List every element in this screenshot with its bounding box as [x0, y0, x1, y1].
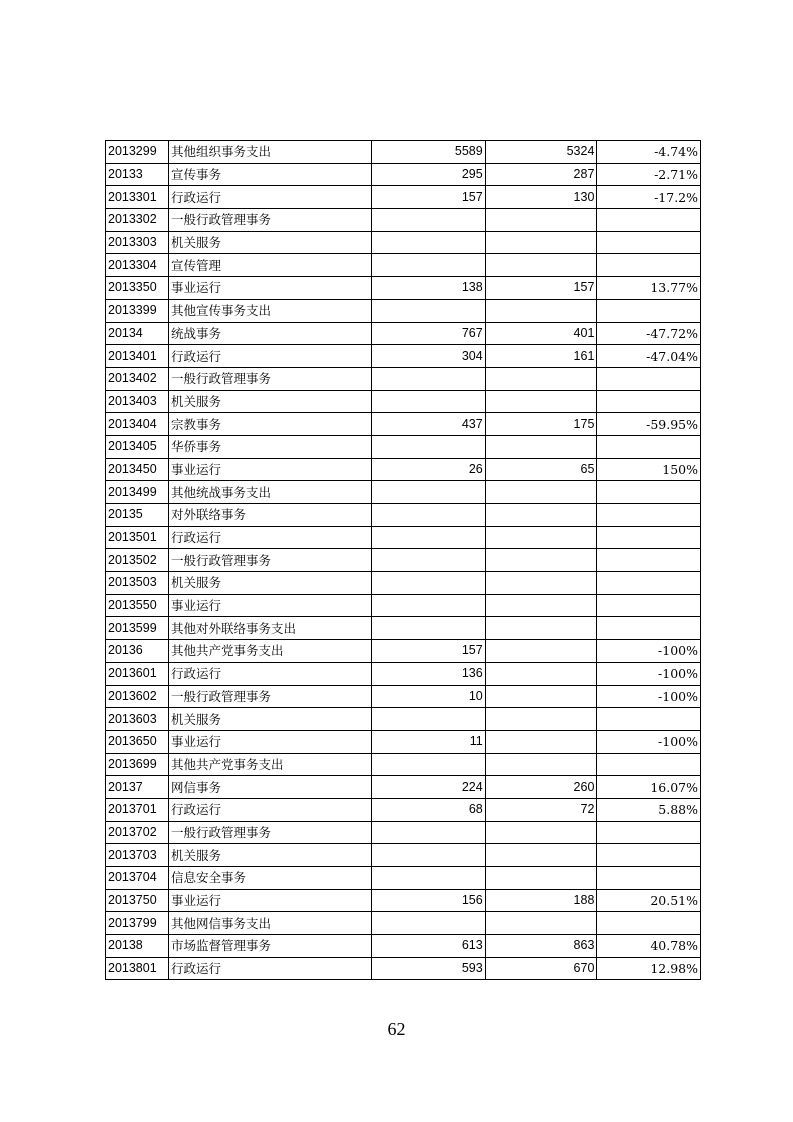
cell-value-1: 157	[372, 640, 486, 663]
cell-change-percent: -100%	[597, 640, 701, 663]
cell-value-2: 157	[485, 277, 597, 300]
table-row	[106, 345, 701, 368]
cell-code: 2013350	[106, 277, 169, 300]
cell-value-2	[485, 299, 597, 322]
cell-value-2: 863	[485, 935, 597, 958]
cell-name: 其他对外联络事务支出	[168, 617, 371, 640]
cell-value-1	[372, 504, 486, 527]
cell-change-percent	[597, 594, 701, 617]
cell-value-1: 138	[372, 277, 486, 300]
cell-name: 行政运行	[168, 798, 371, 821]
cell-value-1: 10	[372, 685, 486, 708]
cell-value-2	[485, 526, 597, 549]
cell-code: 2013299	[106, 141, 169, 164]
cell-name: 行政运行	[168, 526, 371, 549]
cell-name: 机关服务	[168, 572, 371, 595]
table-row	[106, 209, 701, 232]
cell-name: 事业运行	[168, 730, 371, 753]
cell-value-2: 65	[485, 458, 597, 481]
cell-value-2	[485, 708, 597, 731]
cell-name: 其他宣传事务支出	[168, 299, 371, 322]
cell-code: 2013303	[106, 231, 169, 254]
cell-change-percent	[597, 299, 701, 322]
cell-change-percent: -17.2%	[597, 186, 701, 209]
cell-change-percent	[597, 390, 701, 413]
cell-change-percent	[597, 708, 701, 731]
cell-value-2	[485, 481, 597, 504]
cell-value-2: 260	[485, 776, 597, 799]
cell-value-2: 130	[485, 186, 597, 209]
cell-code: 2013301	[106, 186, 169, 209]
cell-value-1	[372, 209, 486, 232]
cell-change-percent: -4.74%	[597, 141, 701, 164]
cell-name: 事业运行	[168, 594, 371, 617]
cell-name: 其他共产党事务支出	[168, 640, 371, 663]
cell-name: 事业运行	[168, 277, 371, 300]
table-row	[106, 844, 701, 867]
cell-value-1: 295	[372, 163, 486, 186]
cell-value-1: 767	[372, 322, 486, 345]
budget-table	[105, 140, 701, 980]
cell-change-percent: 5.88%	[597, 798, 701, 821]
cell-name: 对外联络事务	[168, 504, 371, 527]
cell-value-2: 175	[485, 413, 597, 436]
cell-value-2	[485, 821, 597, 844]
table-row	[106, 458, 701, 481]
cell-value-2	[485, 730, 597, 753]
cell-value-1	[372, 572, 486, 595]
cell-name: 一般行政管理事务	[168, 209, 371, 232]
cell-value-1	[372, 367, 486, 390]
cell-value-2: 161	[485, 345, 597, 368]
cell-code: 2013550	[106, 594, 169, 617]
cell-name: 华侨事务	[168, 435, 371, 458]
cell-value-1	[372, 481, 486, 504]
cell-code: 2013403	[106, 390, 169, 413]
page-number: 62	[387, 1019, 406, 1039]
cell-change-percent	[597, 617, 701, 640]
table-row	[106, 730, 701, 753]
cell-name: 事业运行	[168, 889, 371, 912]
table-row	[106, 367, 701, 390]
cell-code: 2013603	[106, 708, 169, 731]
cell-value-2	[485, 435, 597, 458]
cell-change-percent	[597, 254, 701, 277]
table-body	[106, 141, 701, 980]
cell-change-percent	[597, 572, 701, 595]
cell-code: 2013401	[106, 345, 169, 368]
cell-change-percent	[597, 481, 701, 504]
cell-code: 2013450	[106, 458, 169, 481]
cell-name: 市场监督管理事务	[168, 935, 371, 958]
table-row	[106, 753, 701, 776]
cell-value-1: 304	[372, 345, 486, 368]
table-row	[106, 413, 701, 436]
cell-name: 行政运行	[168, 662, 371, 685]
cell-value-2	[485, 231, 597, 254]
cell-code: 2013702	[106, 821, 169, 844]
cell-value-1	[372, 821, 486, 844]
cell-change-percent: -59.95%	[597, 413, 701, 436]
cell-change-percent: 40.78%	[597, 935, 701, 958]
cell-value-1	[372, 254, 486, 277]
cell-code: 2013599	[106, 617, 169, 640]
cell-code: 2013302	[106, 209, 169, 232]
cell-value-1: 157	[372, 186, 486, 209]
cell-code: 20135	[106, 504, 169, 527]
cell-name: 其他组织事务支出	[168, 141, 371, 164]
table-row	[106, 186, 701, 209]
table-row	[106, 957, 701, 980]
table-row	[106, 435, 701, 458]
cell-name: 一般行政管理事务	[168, 549, 371, 572]
cell-name: 统战事务	[168, 322, 371, 345]
table-row	[106, 481, 701, 504]
cell-name: 机关服务	[168, 390, 371, 413]
cell-value-2	[485, 504, 597, 527]
cell-value-2	[485, 912, 597, 935]
cell-value-2	[485, 640, 597, 663]
cell-code: 2013703	[106, 844, 169, 867]
table-row	[106, 708, 701, 731]
cell-value-1: 224	[372, 776, 486, 799]
cell-code: 2013399	[106, 299, 169, 322]
cell-change-percent: 12.98%	[597, 957, 701, 980]
cell-code: 20138	[106, 935, 169, 958]
cell-change-percent	[597, 231, 701, 254]
table-row	[106, 163, 701, 186]
cell-value-1	[372, 594, 486, 617]
table-row	[106, 141, 701, 164]
cell-change-percent: -47.04%	[597, 345, 701, 368]
cell-change-percent	[597, 526, 701, 549]
table-row	[106, 549, 701, 572]
cell-code: 2013601	[106, 662, 169, 685]
cell-code: 2013650	[106, 730, 169, 753]
table-row	[106, 889, 701, 912]
cell-value-1: 593	[372, 957, 486, 980]
table-row	[106, 231, 701, 254]
cell-change-percent	[597, 504, 701, 527]
cell-value-1	[372, 390, 486, 413]
cell-name: 一般行政管理事务	[168, 685, 371, 708]
cell-name: 事业运行	[168, 458, 371, 481]
cell-code: 2013704	[106, 867, 169, 890]
cell-code: 2013750	[106, 889, 169, 912]
cell-code: 2013799	[106, 912, 169, 935]
table-row	[106, 912, 701, 935]
cell-name: 其他网信事务支出	[168, 912, 371, 935]
cell-code: 2013699	[106, 753, 169, 776]
cell-name: 行政运行	[168, 345, 371, 368]
cell-value-2: 670	[485, 957, 597, 980]
cell-value-2	[485, 662, 597, 685]
table-row	[106, 867, 701, 890]
cell-name: 网信事务	[168, 776, 371, 799]
cell-change-percent	[597, 912, 701, 935]
cell-name: 其他统战事务支出	[168, 481, 371, 504]
cell-value-2	[485, 844, 597, 867]
cell-change-percent	[597, 821, 701, 844]
cell-name: 行政运行	[168, 957, 371, 980]
cell-code: 2013402	[106, 367, 169, 390]
cell-change-percent	[597, 753, 701, 776]
cell-name: 机关服务	[168, 231, 371, 254]
cell-name: 一般行政管理事务	[168, 367, 371, 390]
cell-value-2	[485, 572, 597, 595]
cell-code: 2013405	[106, 435, 169, 458]
cell-name: 宣传事务	[168, 163, 371, 186]
cell-value-2: 72	[485, 798, 597, 821]
cell-value-2: 5324	[485, 141, 597, 164]
cell-value-1	[372, 844, 486, 867]
cell-value-1	[372, 231, 486, 254]
table-row	[106, 572, 701, 595]
table-row	[106, 254, 701, 277]
cell-value-2	[485, 753, 597, 776]
cell-value-1	[372, 617, 486, 640]
cell-change-percent	[597, 867, 701, 890]
cell-code: 2013602	[106, 685, 169, 708]
cell-change-percent: 16.07%	[597, 776, 701, 799]
cell-value-1: 11	[372, 730, 486, 753]
cell-name: 宗教事务	[168, 413, 371, 436]
cell-value-2	[485, 209, 597, 232]
cell-value-1: 68	[372, 798, 486, 821]
table-row	[106, 662, 701, 685]
table-row	[106, 390, 701, 413]
cell-value-1	[372, 299, 486, 322]
cell-change-percent	[597, 844, 701, 867]
cell-value-2	[485, 617, 597, 640]
cell-code: 20136	[106, 640, 169, 663]
table-row	[106, 935, 701, 958]
cell-value-2	[485, 390, 597, 413]
table-row	[106, 322, 701, 345]
cell-change-percent: 13.77%	[597, 277, 701, 300]
cell-code: 2013502	[106, 549, 169, 572]
table-row	[106, 617, 701, 640]
cell-change-percent	[597, 549, 701, 572]
cell-value-2	[485, 867, 597, 890]
cell-value-1	[372, 549, 486, 572]
table-row	[106, 640, 701, 663]
cell-change-percent	[597, 367, 701, 390]
cell-change-percent	[597, 209, 701, 232]
cell-value-1: 136	[372, 662, 486, 685]
cell-value-2: 401	[485, 322, 597, 345]
table-row	[106, 776, 701, 799]
cell-code: 2013801	[106, 957, 169, 980]
cell-name: 机关服务	[168, 844, 371, 867]
table-row	[106, 299, 701, 322]
cell-name: 信息安全事务	[168, 867, 371, 890]
cell-name: 宣传管理	[168, 254, 371, 277]
table-row	[106, 798, 701, 821]
cell-change-percent: -100%	[597, 662, 701, 685]
cell-value-2	[485, 254, 597, 277]
cell-change-percent: 20.51%	[597, 889, 701, 912]
cell-code: 20137	[106, 776, 169, 799]
cell-change-percent	[597, 435, 701, 458]
cell-value-2	[485, 549, 597, 572]
cell-code: 20134	[106, 322, 169, 345]
cell-name: 一般行政管理事务	[168, 821, 371, 844]
cell-code: 2013501	[106, 526, 169, 549]
cell-name: 行政运行	[168, 186, 371, 209]
cell-value-1: 437	[372, 413, 486, 436]
table-row	[106, 685, 701, 708]
table-row	[106, 821, 701, 844]
cell-change-percent: -100%	[597, 730, 701, 753]
cell-value-2	[485, 367, 597, 390]
table-row	[106, 526, 701, 549]
table-row	[106, 277, 701, 300]
cell-value-1	[372, 435, 486, 458]
cell-name: 其他共产党事务支出	[168, 753, 371, 776]
cell-value-2: 188	[485, 889, 597, 912]
cell-code: 20133	[106, 163, 169, 186]
cell-value-1: 26	[372, 458, 486, 481]
cell-value-1: 613	[372, 935, 486, 958]
cell-value-2	[485, 685, 597, 708]
cell-code: 2013499	[106, 481, 169, 504]
cell-value-1	[372, 708, 486, 731]
cell-change-percent: -100%	[597, 685, 701, 708]
cell-change-percent: -47.72%	[597, 322, 701, 345]
cell-change-percent: -2.71%	[597, 163, 701, 186]
cell-value-1: 5589	[372, 141, 486, 164]
cell-code: 2013304	[106, 254, 169, 277]
cell-name: 机关服务	[168, 708, 371, 731]
cell-value-1	[372, 912, 486, 935]
cell-value-2	[485, 594, 597, 617]
cell-value-1: 156	[372, 889, 486, 912]
cell-value-2: 287	[485, 163, 597, 186]
cell-code: 2013701	[106, 798, 169, 821]
cell-value-1	[372, 867, 486, 890]
cell-code: 2013503	[106, 572, 169, 595]
cell-change-percent: 150%	[597, 458, 701, 481]
cell-code: 2013404	[106, 413, 169, 436]
cell-value-1	[372, 753, 486, 776]
table-row	[106, 594, 701, 617]
table-row	[106, 504, 701, 527]
cell-value-1	[372, 526, 486, 549]
